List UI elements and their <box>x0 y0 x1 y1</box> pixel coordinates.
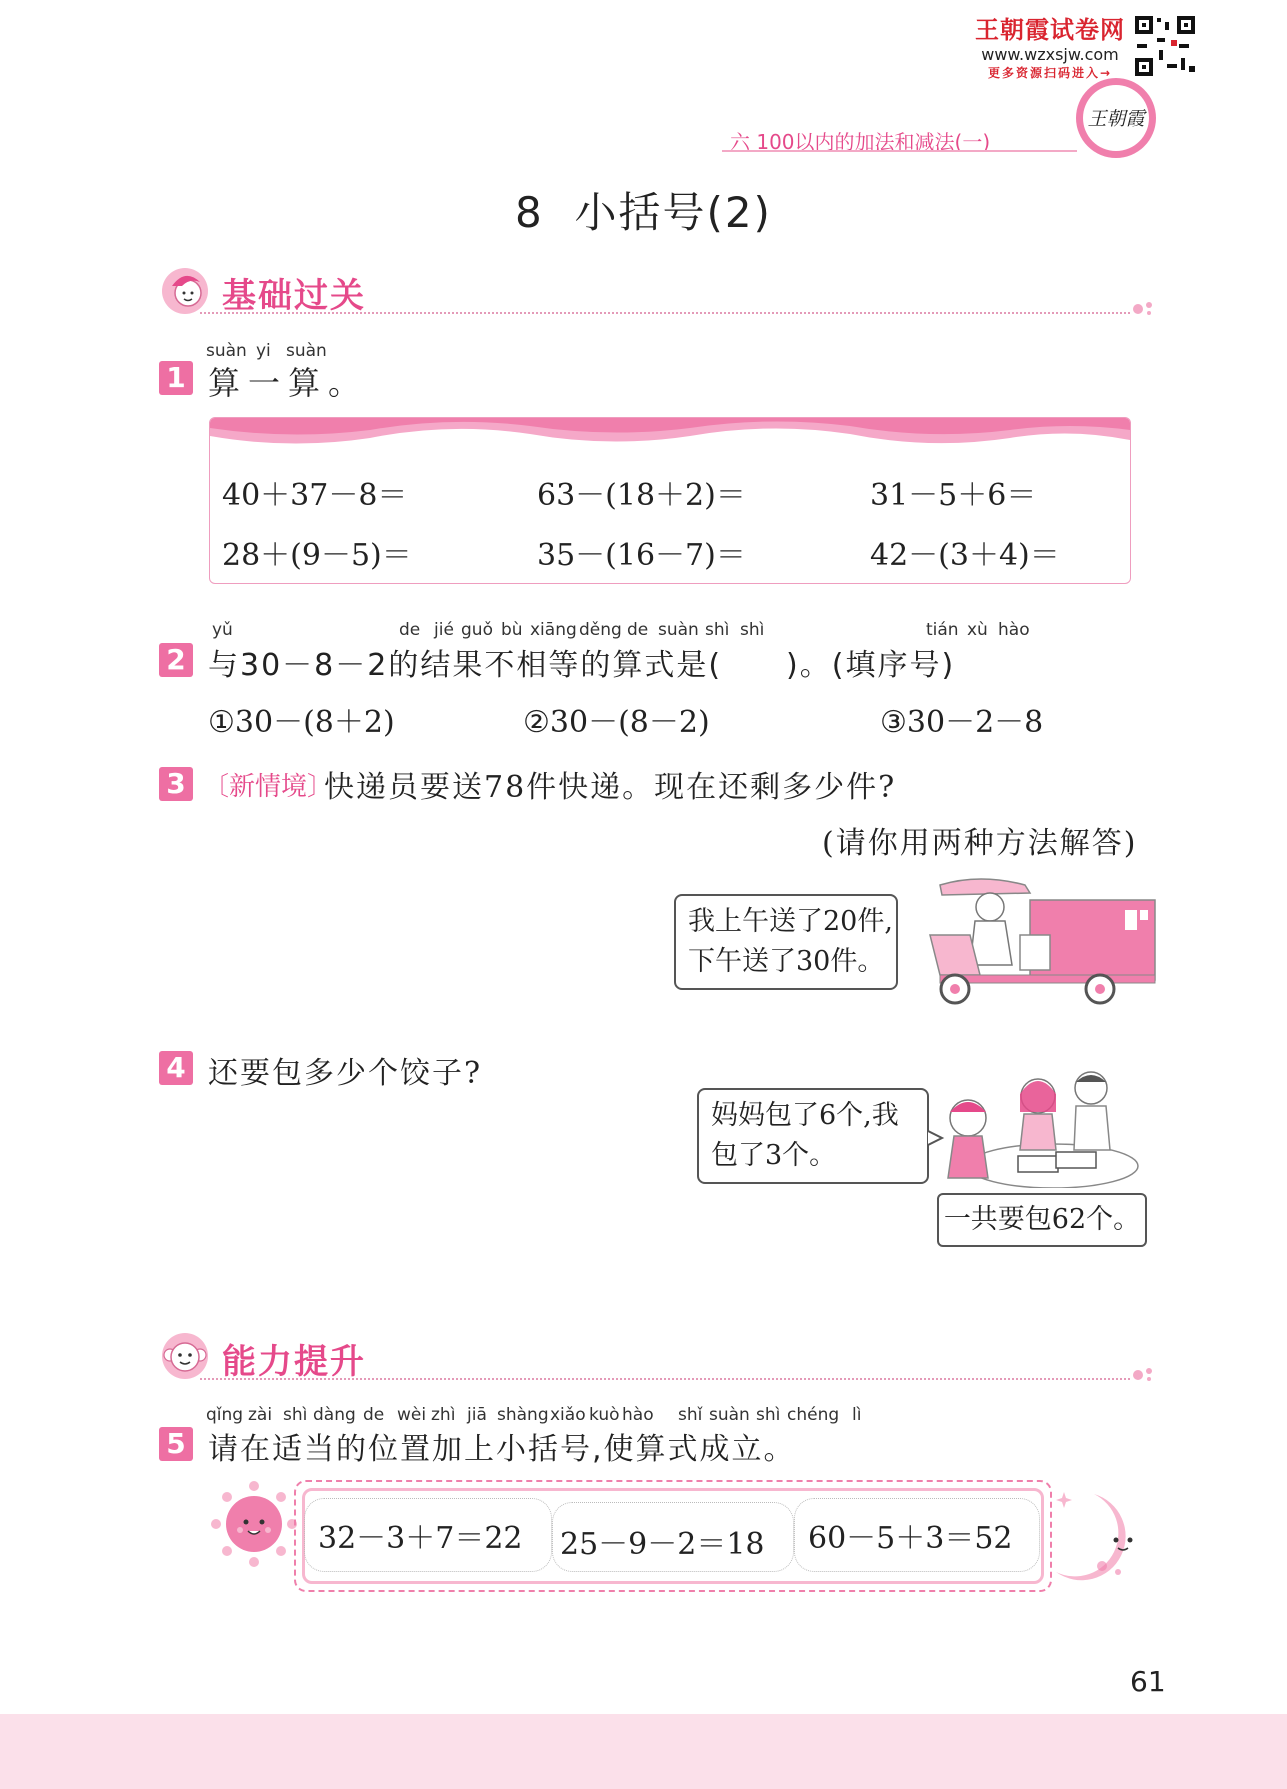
family-dumplings-icon <box>928 1068 1143 1188</box>
q5-pinyin-14: suàn <box>709 1405 750 1425</box>
q5-pinyin-3: shì <box>283 1405 308 1425</box>
q5-number: 5 <box>159 1427 193 1461</box>
q2-pinyin-11: shì <box>740 620 765 640</box>
q1-equation-4: 28＋(9－5)＝ <box>222 538 412 573</box>
q5-pinyin-15: shì <box>756 1405 781 1425</box>
q1-equation-3: 31－5＋6＝ <box>870 478 1037 513</box>
q3-text: 快递员要送78件快递。现在还剩多少件? <box>324 770 897 805</box>
divider-dots-icon <box>1132 300 1154 316</box>
q5-pinyin-7: zhì <box>431 1405 456 1425</box>
q1-pinyin-1: suàn <box>206 341 247 361</box>
q1-pinyin-3: suàn <box>286 341 327 361</box>
chapter-title: 六 100以内的加法和减法(一) <box>730 130 991 154</box>
seal-logo <box>1076 78 1156 158</box>
qr-code-icon[interactable] <box>1133 14 1197 78</box>
q1-equation-5: 35－(16－7)＝ <box>537 538 746 573</box>
brand-name: 王朝霞试卷网 <box>975 16 1125 44</box>
section-basic-divider <box>200 312 1130 314</box>
sun-icon <box>208 1478 300 1570</box>
q5-pinyin-2: zài <box>248 1405 273 1425</box>
q4-number: 4 <box>159 1051 193 1085</box>
q5-equation-2[interactable]: 25－9－2＝18 <box>560 1527 765 1562</box>
q2-option-1[interactable]: ①30－(8＋2) <box>208 705 395 740</box>
q5-pinyin-11: kuò <box>589 1405 620 1425</box>
q4-bubble-line-1: 妈妈包了6个,我 <box>711 1100 899 1131</box>
q5-pinyin-10: xiǎo <box>550 1405 586 1425</box>
q5-pinyin-13: shǐ <box>678 1405 703 1425</box>
girl-avatar-icon <box>160 266 210 316</box>
q2-pinyin-1: yǔ <box>212 620 233 640</box>
q2-pinyin-3: jié <box>434 620 454 640</box>
q2-pinyin-9: suàn <box>658 620 699 640</box>
q1-equation-1: 40＋37－8＝ <box>222 478 408 513</box>
q3-hint: (请你用两种方法解答) <box>822 826 1138 861</box>
brand-more: 更多资源扫码进入→ <box>987 66 1113 80</box>
q1-pinyin-2: yi <box>256 341 271 361</box>
q5-pinyin-16: chéng <box>787 1405 840 1425</box>
q1-equation-6: 42－(3＋4)＝ <box>870 538 1060 573</box>
seal-text: 王朝霞 <box>1087 108 1145 130</box>
wave-header-icon <box>210 418 1130 458</box>
q2-pinyin-6: xiāng <box>530 620 577 640</box>
monkey-avatar-icon <box>160 1331 210 1381</box>
q2-option-2[interactable]: ②30－(8－2) <box>523 705 710 740</box>
q2-pinyin-4: guǒ <box>461 620 493 640</box>
q2-option-3[interactable]: ③30－2－8 <box>880 705 1044 740</box>
q5-pinyin-12: hào <box>622 1405 654 1425</box>
q4-total-box: 一共要包62个。 <box>937 1193 1147 1247</box>
q1-number: 1 <box>159 361 193 395</box>
page-title: 8 小括号(2) <box>515 188 772 237</box>
section-advanced-title: 能力提升 <box>222 1342 366 1382</box>
footer-band <box>0 1714 1287 1789</box>
q5-equation-3[interactable]: 60－5＋3＝52 <box>808 1521 1013 1556</box>
moon-icon <box>1050 1488 1140 1588</box>
q3-bubble-line-1: 我上午送了20件, <box>688 906 893 937</box>
chapter-underline <box>722 150 1077 152</box>
brand-block <box>960 10 1140 81</box>
divider-dots-icon <box>1132 1366 1154 1382</box>
q4-text: 还要包多少个饺子? <box>208 1056 483 1091</box>
q3-speech-bubble <box>674 894 898 990</box>
section-basic-title: 基础过关 <box>222 276 366 316</box>
q5-pinyin-1: qǐng <box>206 1405 244 1425</box>
q2-pinyin-12: tián <box>926 620 959 640</box>
q5-pinyin-5: de <box>363 1405 385 1425</box>
q5-pinyin-4: dàng <box>313 1405 356 1425</box>
q2-pinyin-2: de <box>399 620 421 640</box>
q5-pinyin-9: shàng <box>497 1405 549 1425</box>
q2-pinyin-7: děng <box>579 620 622 640</box>
q5-pinyin-17: lì <box>852 1405 862 1425</box>
q2-pinyin-14: hào <box>998 620 1030 640</box>
q2-pinyin-5: bù <box>501 620 523 640</box>
delivery-truck-icon <box>920 875 1160 1010</box>
q2-number: 2 <box>159 643 193 677</box>
q2-pinyin-13: xù <box>967 620 988 640</box>
q1-equation-2: 63－(18＋2)＝ <box>537 478 746 513</box>
brand-url[interactable]: www.wzxsjw.com <box>981 45 1119 64</box>
q3-tag: 〔新情境〕 <box>203 772 334 802</box>
q4-speech-bubble <box>697 1088 929 1184</box>
q2-pinyin-10: shì <box>705 620 730 640</box>
section-advanced-divider <box>200 1378 1130 1380</box>
q5-text: 请在适当的位置加上小括号,使算式成立。 <box>208 1432 796 1467</box>
q3-number: 3 <box>159 767 193 801</box>
page-number: 61 <box>1130 1665 1166 1698</box>
q1-text: 算一算。 <box>208 364 369 402</box>
q5-pinyin-6: wèi <box>397 1405 427 1425</box>
q5-pinyin-8: jiā <box>467 1405 487 1425</box>
q2-pinyin-8: de <box>627 620 649 640</box>
q3-bubble-line-2: 下午送了30件。 <box>688 946 885 977</box>
q2-text: 与30－8－2的结果不相等的算式是( )。(填序号) <box>208 648 956 683</box>
q4-bubble-line-2: 包了3个。 <box>711 1140 837 1171</box>
q5-equation-1[interactable]: 32－3＋7＝22 <box>318 1521 523 1556</box>
